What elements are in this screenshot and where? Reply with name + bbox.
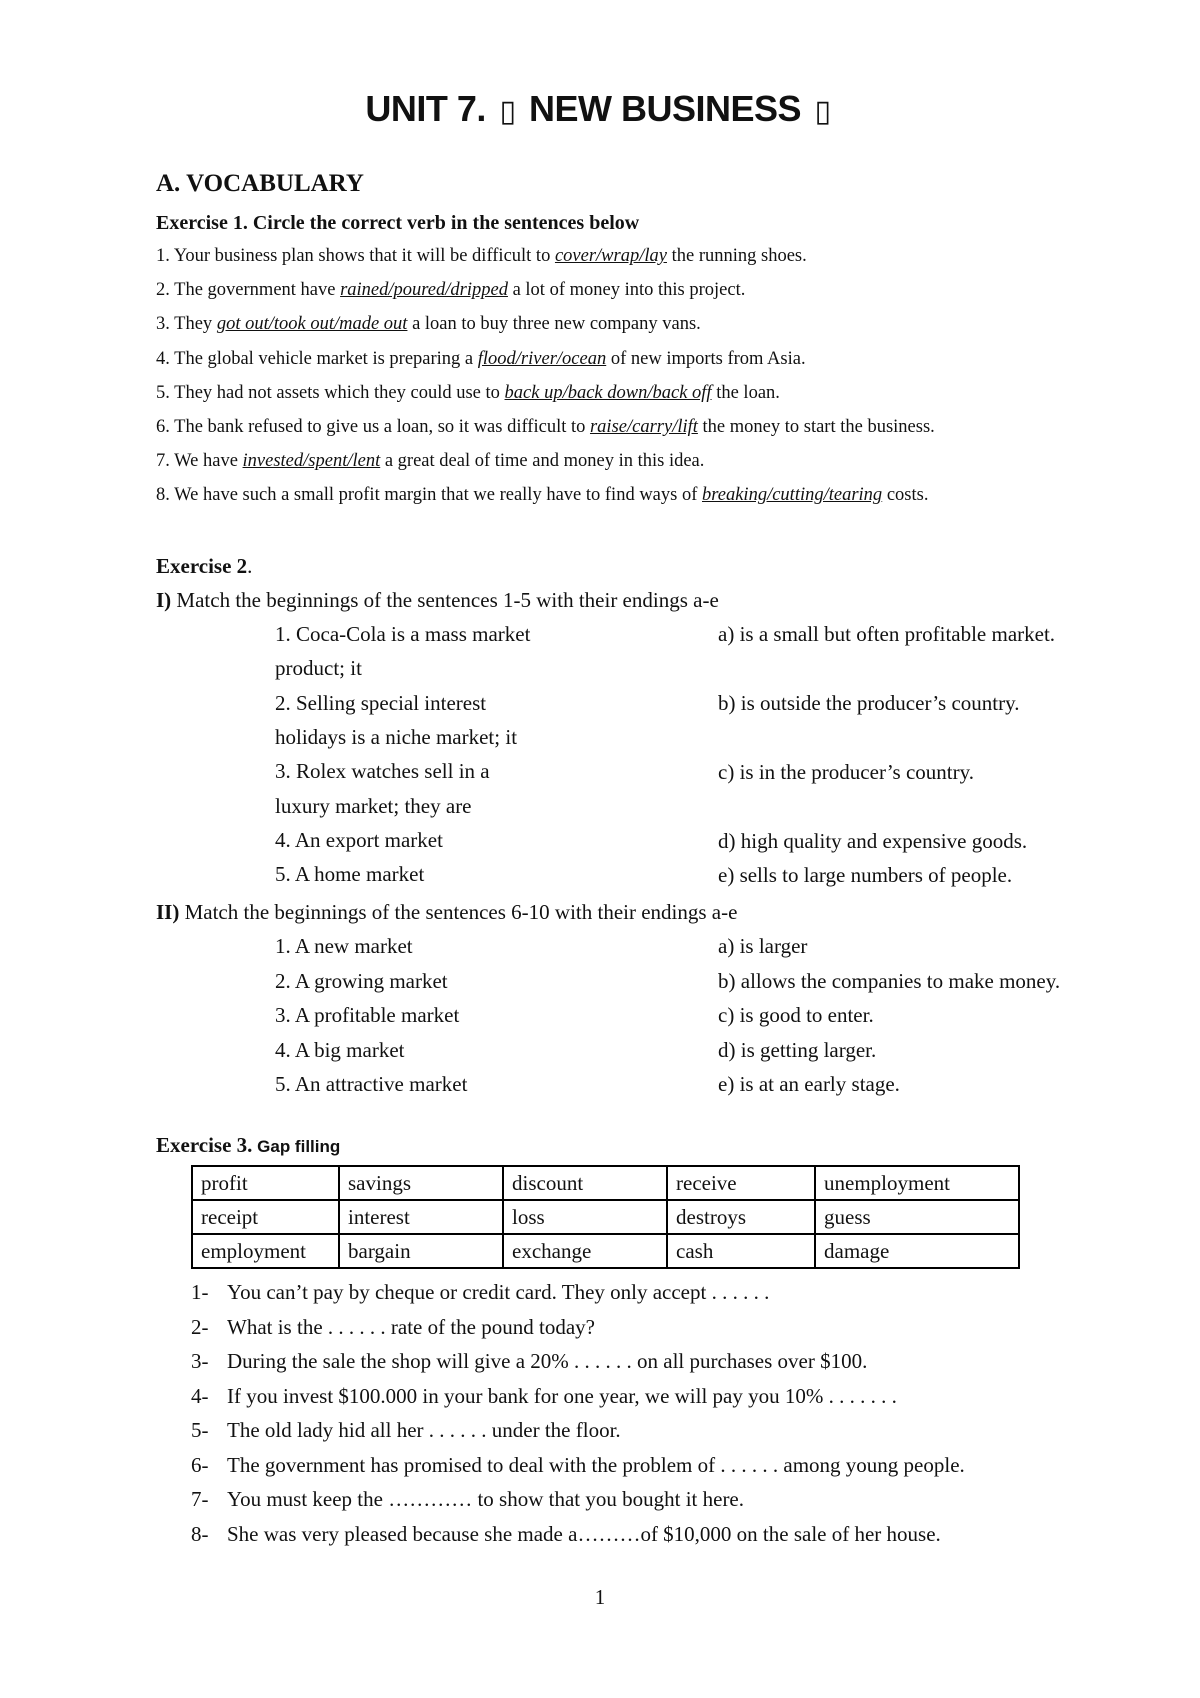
item-text: You must keep the ………… to show that you bought it here. xyxy=(227,1487,745,1511)
exercise-1-item xyxy=(156,314,701,335)
item-text: She was very pleased because she made a………of $10,000 on the sale of her house. xyxy=(227,1521,941,1546)
word-bank-cell: receive xyxy=(667,1166,815,1200)
word-bank-row xyxy=(192,1234,1019,1268)
item-text-after: the money to start the business. xyxy=(697,417,935,437)
item-number: 5- xyxy=(191,1418,209,1442)
sentence-ending: c) is in the producer’s country. xyxy=(718,760,975,784)
exercise-3-subtitle: Gap filling xyxy=(252,1137,341,1156)
title-box-glyph-right: ▯ xyxy=(814,95,831,128)
gap-fill-item xyxy=(191,1522,941,1547)
item-verb-options: cover/wrap/lay xyxy=(554,246,667,266)
sentence-beginning: 5. An attractive market xyxy=(275,1072,468,1096)
item-text-after: the loan. xyxy=(711,382,780,403)
item-text-after: of new imports from Asia. xyxy=(606,348,806,369)
item-verb-options: breaking/cutting/tearing xyxy=(702,485,883,506)
word-bank-cell: bargain xyxy=(339,1234,503,1268)
sentence-beginning: 5. A home market xyxy=(275,862,425,887)
sentence-beginning: 1. Coca-Cola is a mass market xyxy=(275,622,531,646)
gap-fill-item xyxy=(191,1315,595,1340)
item-text: During the sale the shop will give a 20% . . . . . . on all purchases over $100. xyxy=(227,1349,868,1373)
gap-fill-item xyxy=(191,1453,965,1478)
exercise-1-item xyxy=(156,280,745,301)
exercise-2-heading xyxy=(156,554,252,579)
part-1-instruction-text: Match the beginnings of the sentences 1-5 with their endings a-e xyxy=(171,588,719,612)
sentence-beginning: luxury market; they are xyxy=(275,793,472,818)
item-text-before: 4. The global vehicle market is preparing a xyxy=(156,348,478,369)
item-text-after: a loan to buy three new company vans. xyxy=(407,314,701,335)
word-bank-cell: guess xyxy=(815,1200,1019,1234)
word-bank-cell: loss xyxy=(503,1200,667,1234)
item-verb-options: raise/carry/lift xyxy=(589,417,698,437)
item-number: 1- xyxy=(191,1280,209,1304)
part-1-label: I) xyxy=(156,588,172,612)
gap-fill-item xyxy=(191,1280,769,1305)
word-bank-cell: cash xyxy=(667,1234,815,1268)
word-bank-cell: interest xyxy=(339,1200,503,1234)
sentence-beginning: product; it xyxy=(275,656,362,681)
word-bank-cell: exchange xyxy=(503,1234,667,1268)
exercise-1-item xyxy=(156,349,806,370)
item-number: 8- xyxy=(191,1521,209,1546)
item-number: 3- xyxy=(191,1349,209,1373)
item-verb-options: rained/poured/dripped xyxy=(340,280,508,301)
item-text: What is the . . . . . . rate of the pound today? xyxy=(227,1314,595,1339)
page-title xyxy=(0,88,1200,130)
exercise-1-item xyxy=(156,246,807,267)
sentence-beginning: 2. Selling special interest xyxy=(275,690,487,715)
sentence-ending: b) is outside the producer’s country. xyxy=(718,691,1020,715)
exercise-2-part-2-instruction xyxy=(156,900,737,925)
title-main: NEW BUSINESS xyxy=(528,88,802,129)
exercise-3-heading xyxy=(156,1133,340,1158)
exercise-2-dot: . xyxy=(247,554,253,578)
item-verb-options: flood/river/ocean xyxy=(477,348,607,369)
item-text-before: 7. We have xyxy=(156,451,243,472)
part-2-label: II) xyxy=(156,900,180,924)
item-text-before: 8. We have such a small profit margin that we really have to find ways of xyxy=(156,485,702,506)
word-bank-cell: discount xyxy=(503,1166,667,1200)
item-text-after: a great deal of time and money in this idea. xyxy=(380,451,705,472)
word-bank-cell: profit xyxy=(192,1166,339,1200)
item-text: If you invest $100.000 in your bank for one year, we will pay you 10% . . . . . . . xyxy=(227,1383,897,1408)
sentence-ending: a) is a small but often profitable market. xyxy=(718,622,1056,646)
sentence-beginning: 3. Rolex watches sell in a xyxy=(275,759,490,784)
item-text: You can’t pay by cheque or credit card. They only accept . . . . . . xyxy=(227,1280,770,1304)
word-bank-cell: damage xyxy=(815,1234,1019,1268)
exercise-2-title: Exercise 2 xyxy=(156,554,248,578)
exercise-2-part-1-instruction xyxy=(156,588,719,613)
word-bank-row xyxy=(192,1200,1019,1234)
item-text-before: 2. The government have xyxy=(156,280,341,301)
item-verb-options: back up/back down/back off xyxy=(504,382,712,403)
sentence-ending: d) is getting larger. xyxy=(718,1037,877,1062)
sentence-ending: c) is good to enter. xyxy=(718,1003,874,1027)
gap-fill-item xyxy=(191,1487,744,1512)
sentence-beginning: 4. An export market xyxy=(275,827,443,852)
exercise-1-item xyxy=(156,451,704,472)
item-text: The government has promised to deal with the problem of . . . . . . among young people. xyxy=(227,1452,965,1477)
item-number: 6- xyxy=(191,1452,209,1477)
exercise-1-item xyxy=(156,417,935,438)
item-text-before: 5. They had not assets which they could use to xyxy=(156,382,505,403)
item-text-before: 3. They xyxy=(156,314,217,335)
sentence-beginning: holidays is a niche market; it xyxy=(275,724,518,749)
item-number: 2- xyxy=(191,1314,209,1339)
item-text-before: 1. Your business plan shows that it will be difficult to xyxy=(156,246,555,266)
item-number: 7- xyxy=(191,1487,209,1511)
item-verb-options: invested/spent/lent xyxy=(242,451,381,472)
sentence-beginning: 1. A new market xyxy=(275,934,413,958)
item-text-after: the running shoes. xyxy=(666,246,807,266)
item-verb-options: got out/took out/made out xyxy=(216,314,408,335)
sentence-ending: e) sells to large numbers of people. xyxy=(718,863,1013,887)
section-heading-vocabulary: A. VOCABULARY xyxy=(156,170,364,197)
exercise-3-title: Exercise 3. xyxy=(156,1133,253,1157)
word-bank-cell: receipt xyxy=(192,1200,339,1234)
sentence-ending: b) allows the companies to make money. xyxy=(718,968,1061,993)
word-bank-table xyxy=(191,1165,1020,1269)
word-bank-cell: destroys xyxy=(667,1200,815,1234)
word-bank-cell: unemployment xyxy=(815,1166,1019,1200)
sentence-ending: e) is at an early stage. xyxy=(718,1072,900,1096)
sentence-beginning: 4. A big market xyxy=(275,1037,405,1062)
word-bank-row xyxy=(192,1166,1019,1200)
item-text-before: 6. The bank refused to give us a loan, so it was difficult to xyxy=(156,417,590,437)
sentence-beginning: 3. A profitable market xyxy=(275,1003,460,1027)
gap-fill-item xyxy=(191,1384,897,1409)
sentence-ending: d) high quality and expensive goods. xyxy=(718,829,1028,853)
page-number: 1 xyxy=(594,1585,606,1609)
gap-fill-item xyxy=(191,1418,621,1443)
word-bank-cell: employment xyxy=(192,1234,339,1268)
sentence-beginning: 2. A growing market xyxy=(275,968,448,993)
item-text-after: a lot of money into this project. xyxy=(507,280,746,301)
item-number: 4- xyxy=(191,1383,209,1408)
part-2-instruction-text: Match the beginnings of the sentences 6-10 with their endings a-e xyxy=(179,900,738,924)
sentence-ending: a) is larger xyxy=(718,934,808,958)
word-bank-cell: savings xyxy=(339,1166,503,1200)
item-text-after: costs. xyxy=(882,485,929,506)
exercise-1-heading: Exercise 1. Circle the correct verb in the sentences below xyxy=(156,212,640,234)
item-text: The old lady hid all her . . . . . . under the floor. xyxy=(227,1418,621,1442)
gap-fill-item xyxy=(191,1349,867,1374)
title-box-glyph-left: ▯ xyxy=(499,95,516,128)
title-prefix: UNIT 7. xyxy=(365,88,486,129)
exercise-1-item xyxy=(156,485,928,506)
exercise-1-item xyxy=(156,383,780,404)
